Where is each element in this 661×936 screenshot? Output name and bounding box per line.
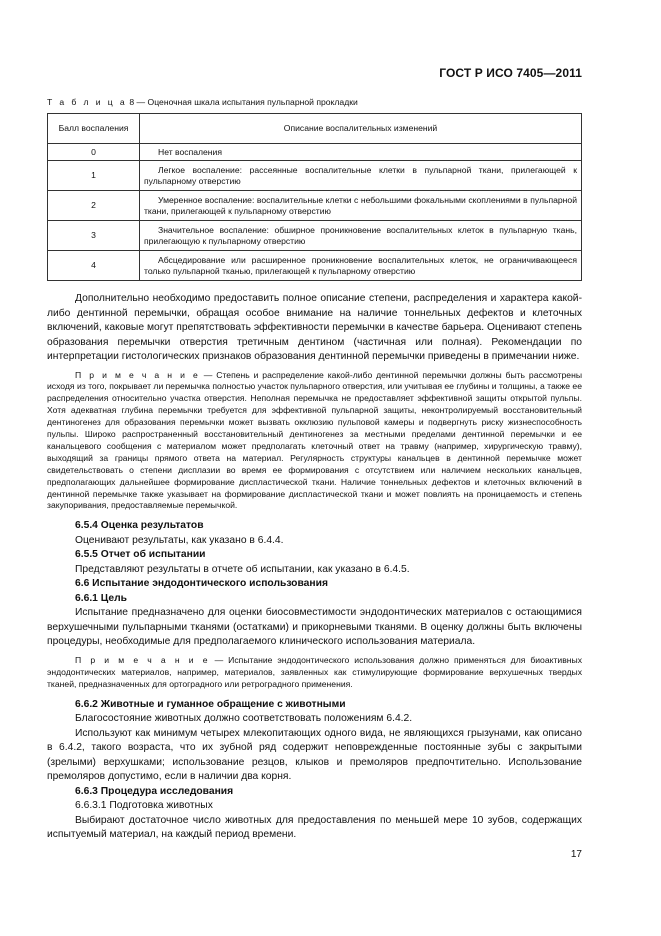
score-cell: 3 <box>48 221 140 251</box>
note <box>47 655 582 691</box>
table-row <box>48 251 582 281</box>
paragraph: Используют как минимум четырех млекопитающих одного вида, не являющихся грызунами, как описано в 6.4.2, такого возраста, что их зубной ряд содержит неповрежденные постоянные зубы с закрытыми (зрелыми) верхушками; использование резцов, клыков и премоляров предпочтительно. Использование премоляров допустимо, если в наличии два корня. <box>47 727 582 783</box>
section-heading-6-5-4: 6.5.4 Оценка результатов <box>75 520 204 532</box>
paragraph: Выбирают достаточное число животных для предоставления по меньшей мере 10 зубов, содержащих испытуемый материал, на каждый период времени. <box>47 814 582 841</box>
section-heading-6-6-2: 6.6.2 Животные и гуманное обращение с животными <box>75 698 346 710</box>
section-heading-6-6-3: 6.6.3 Процедура исследования <box>75 785 234 797</box>
score-cell: 4 <box>48 251 140 281</box>
score-cell: 1 <box>48 161 140 191</box>
section-heading-6-6-1: 6.6.1 Цель <box>75 592 128 604</box>
paragraph: Дополнительно необходимо предоставить полное описание степени, распределения и характера какой-либо дентинной перемычки, обращая особое внимание на наличие тоннельных дефектов и клеточных включений, каковые могут препятствовать эффективности перемычки в качестве барьера. Оценивают степень образования перемычки отверстия третичным дентином (частичная или полная). Рекомендации по интерпретации гистологических признаков образования дентинной перемычки приведены в примечании ниже. <box>47 293 582 362</box>
document-body <box>47 292 582 843</box>
table-row <box>48 221 582 251</box>
score-cell: 2 <box>48 191 140 221</box>
table-caption <box>47 97 358 107</box>
table-row <box>48 191 582 221</box>
description-cell <box>140 191 582 221</box>
section-heading-6-5-5: 6.5.5 Отчет об испытании <box>75 549 206 561</box>
description-text: Абсцедирование или расширенное проникновение воспалительных клеток, не ограничивающееся только пульпарной тканью, прилегающей к пульпарному отверстию <box>144 254 577 276</box>
description-text: Умеренное воспаление: воспалительные клетки с небольшими фокальными скоплениями в пульпарной ткани, прилегающей к пульпарному отверстию <box>144 194 577 216</box>
note <box>47 370 582 513</box>
description-text: Значительное воспаление: обширное проникновение воспалительных клеток в пульпарную ткань, прилегающую к пульпарному отверстию <box>144 224 577 246</box>
table-header-row <box>48 114 582 144</box>
paragraph: Благосостояние животных должно соответствовать положениям 6.4.2. <box>75 713 413 725</box>
table-caption-text: 8 — Оценочная шкала испытания пульпарной прокладки <box>129 97 358 107</box>
paragraph: Представляют результаты в отчете об испытании, как указано в 6.4.5. <box>75 563 410 575</box>
column-header-score: Балл воспаления <box>48 114 140 144</box>
paragraph: Оценивают результаты, как указано в 6.4.4. <box>75 534 284 546</box>
description-text: Нет воспаления <box>158 146 222 157</box>
subsection-heading-6-6-3-1: 6.6.3.1 Подготовка животных <box>75 800 213 812</box>
page-number: 17 <box>570 849 582 860</box>
table-caption-label: Т а б л и ц а <box>47 97 127 107</box>
table-row <box>48 161 582 191</box>
note-label: П р и м е ч а н и е <box>75 369 200 380</box>
paragraph: Испытание предназначено для оценки биосовместимости эндодонтических материалов с остающимися верхушечными пульпарными тканями (остатками) и прикорневыми тканями. В оценку должны быть включены процедуры, необходимые для предполагаемого клинического использования материала. <box>47 607 582 648</box>
description-text: Легкое воспаление: рассеянные воспалительные клетки в пульпарной ткани, прилегающей к пульпарному отверстию <box>144 164 577 186</box>
inflammation-score-table <box>47 113 582 281</box>
score-cell: 0 <box>48 144 140 161</box>
note-text: — Испытание эндодонтического использования должно применяться для биоактивных эндодонтических материалов, например, материалов, заявленных как стимулирующие формирование верхушечных твердых тканей, предназначенных для ортоградного или ретроградного применения. <box>47 654 582 689</box>
description-cell <box>140 221 582 251</box>
section-heading-6-6: 6.6 Испытание эндодонтического использования <box>75 578 328 590</box>
column-header-description: Описание воспалительных изменений <box>140 114 582 144</box>
description-cell <box>140 144 582 161</box>
note-label: П р и м е ч а н и е <box>75 654 210 665</box>
document-code: ГОСТ Р ИСО 7405—2011 <box>439 66 582 80</box>
note-text: — Степень и распределение какой-либо дентинной перемычки должны быть рассмотрены исходя из того, покрывает ли перемычка полностью участок пульпарного отверстия, или учитывая ее глубины и толщины, а также ее распределения относительно участка отверстия. Неполная перемычка не предоставляет эффективной защиты открытой пульпы. Хотя адекватная глубина перемычки требуется для эффективной пульпарной защиты, неконтролируемый восстановительный дентиногенез для образования перемычки может вызвать окклюзию пульповой камеры и подвергнуть риску жизнеспособность пульпы. Широко распространенный восстановительный дентиногенез за местными пределами дентинной перемычки и ее канальцевого сообщения с материалом может предполагать клеточный ответ на травму (например, хирургическую травму), выходящий за границы прямого ответа на материал. Регулярность структуры канальцев в дентинной перемычке может свидетельствовать о степени дисплазии во время ее формирования с отсутствием или наличием нескольких канальцев, предполагающих дальнейшее формирование диспластической ткани. Наличие тоннельных дефектов и клеточных включений в дентинной перемычке также указывает на формирование диспластической ткани и может повлиять на проницаемость и степень закупоривания, предоставляемые перемычкой. <box>47 369 582 511</box>
table-row <box>48 144 582 161</box>
description-cell <box>140 251 582 281</box>
description-cell <box>140 161 582 191</box>
